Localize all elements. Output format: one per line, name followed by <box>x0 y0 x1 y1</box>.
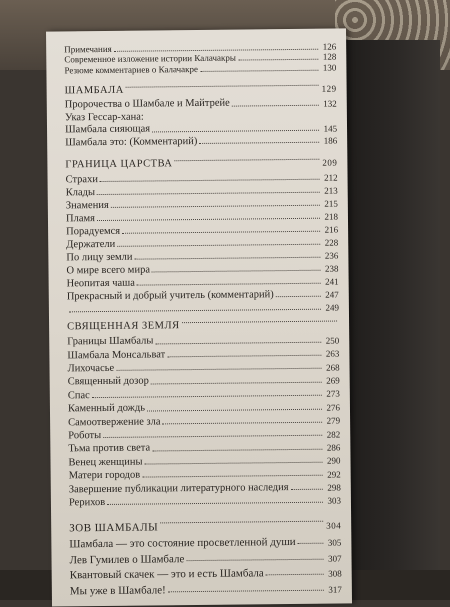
dot-leader <box>155 341 321 344</box>
toc-entry-page: 238 <box>324 263 339 274</box>
toc-entry-title: Каменный дождь <box>67 402 146 415</box>
dot-leader <box>117 244 320 247</box>
toc-entry-title: О мире всего мира <box>66 263 151 276</box>
toc-entry-title: Шамбала сияющая <box>64 123 151 136</box>
dot-leader <box>200 69 318 71</box>
toc-shambhala-section <box>65 83 338 148</box>
toc-entry-page: 216 <box>324 224 339 235</box>
dot-leader <box>291 489 323 490</box>
toc-entry-title: Священный дозор <box>67 375 149 388</box>
dot-leader <box>182 321 337 324</box>
toc-entry-page: 250 <box>325 335 340 346</box>
toc-entry-title: Тьма против света <box>68 442 151 455</box>
section-heading-page: 304 <box>326 520 342 531</box>
toc-entry-title: Завершение публикации литературного наследия <box>68 481 289 495</box>
dot-leader <box>174 159 319 162</box>
toc-entry-page: 317 <box>328 584 342 595</box>
dot-leader <box>168 589 324 592</box>
toc-entry-title: Резюме комментариев о Калачакре <box>64 63 199 75</box>
toc-entry-title: Пророчества о Шамбале и Майтрейе <box>64 97 230 111</box>
dot-leader <box>122 231 320 234</box>
dot-leader <box>107 502 323 505</box>
toc-entry-title: Клады <box>65 186 96 198</box>
toc-entry-page: 215 <box>324 198 338 209</box>
toc-entry-title: Лихочасье <box>67 362 115 375</box>
toc-entry <box>70 579 342 597</box>
toc-intro-section <box>64 41 336 75</box>
toc-entry-title: Пламя <box>65 212 95 224</box>
toc-entry-page: 247 <box>325 289 339 300</box>
section-heading-title: ГРАНИЦА ЦАРСТВА <box>65 158 173 171</box>
dot-leader <box>152 270 321 273</box>
dot-leader <box>163 422 323 425</box>
dot-leader <box>232 104 319 106</box>
toc-entry-page: 305 <box>327 537 342 549</box>
dot-leader <box>97 218 320 221</box>
toc-entry-title: Лев Гумилев о Шамбале <box>69 553 185 567</box>
toc-entry-page: 286 <box>326 442 341 453</box>
toc-entry-page: 307 <box>327 553 342 564</box>
dot-leader <box>167 355 321 358</box>
toc-entry-page: 308 <box>328 568 342 580</box>
dot-leader <box>116 368 321 371</box>
dot-leader <box>126 85 319 88</box>
dot-leader <box>276 296 321 297</box>
toc-entry-page: 130 <box>322 62 337 73</box>
toc-entry-page: 228 <box>324 237 339 248</box>
dot-leader <box>186 558 323 560</box>
dot-leader <box>199 142 319 144</box>
section-heading-title: СВЯЩЕННАЯ ЗЕМЛЯ <box>67 320 180 333</box>
toc-entry-page: 241 <box>325 276 339 287</box>
toc-entry-page: 249 <box>325 302 339 313</box>
toc-entry-page: 298 <box>327 482 341 493</box>
toc-entry-page: 213 <box>324 185 338 196</box>
toc-entry-page: 282 <box>326 429 341 440</box>
toc-entry-title: Неопитая чаша <box>66 277 135 289</box>
toc-entry-title: Знамения <box>65 199 109 211</box>
toc-entry-page: 212 <box>324 172 338 183</box>
toc-entry-page: 126 <box>322 41 337 52</box>
toc-entry-title: Примечания <box>64 43 112 54</box>
dot-leader <box>142 475 322 478</box>
toc-entry-page: 236 <box>324 250 339 261</box>
dot-leader <box>152 129 319 132</box>
table-of-contents <box>64 41 342 598</box>
toc-entry-page: 269 <box>326 375 340 386</box>
section-heading-title: ЗОВ ШАМБАЛЫ <box>69 521 159 535</box>
toc-entry-title: Венец женщины <box>68 456 143 469</box>
dot-leader <box>145 462 323 465</box>
toc-entry-title: Указ Гессар-хана: <box>64 111 144 123</box>
toc-entry-page: 263 <box>325 348 340 359</box>
toc-border-section <box>65 157 339 316</box>
toc-entry-title: Роботы <box>68 430 102 442</box>
dot-leader <box>147 408 322 411</box>
toc-entry-title: Спас <box>67 389 90 402</box>
section-heading-title: ШАМБАЛА <box>64 84 124 97</box>
dot-leader <box>103 435 322 438</box>
toc-entry-page: 290 <box>326 455 341 466</box>
dot-leader <box>135 257 321 260</box>
dot-leader <box>111 205 320 208</box>
toc-entry-title: Порадуемся <box>66 225 121 237</box>
toc-call-section <box>69 517 342 597</box>
toc-entry-page: 186 <box>323 135 338 146</box>
toc-entry-title: Шамбала это: (Комментарий) <box>65 135 198 148</box>
toc-entry-title: Границы Шамбалы <box>67 335 154 348</box>
toc-entry-title: Мы уже в Шамбале! <box>69 584 166 598</box>
dot-leader <box>97 192 320 195</box>
dot-leader <box>266 574 324 576</box>
toc-entry-page: 303 <box>327 495 341 507</box>
toc-entry-page: 292 <box>327 469 341 480</box>
section-heading-page: 209 <box>322 157 338 168</box>
toc-entry-page: 268 <box>325 362 340 373</box>
toc-entry-title: Квантовый скачек — это и есть Шамбала <box>69 567 264 582</box>
dot-leader <box>152 448 322 451</box>
toc-holy-land-section <box>67 319 341 509</box>
dot-leader <box>92 395 322 398</box>
dot-leader <box>100 179 320 182</box>
toc-entry-page: 276 <box>326 402 341 413</box>
toc-entry-title: Шамбала Монсальват <box>67 349 166 362</box>
dot-leader <box>160 520 323 523</box>
dot-leader <box>151 381 322 384</box>
toc-entry-title: Самоотвержение зла <box>68 416 161 428</box>
dot-leader <box>69 309 321 313</box>
toc-entry-page: 218 <box>324 211 339 222</box>
dot-leader <box>298 543 324 544</box>
section-heading-page: 129 <box>321 83 337 94</box>
toc-entry-page: 273 <box>326 388 340 399</box>
toc-entry-page: 145 <box>323 123 338 134</box>
toc-entry-title: Страхи <box>65 173 98 185</box>
toc-entry-title: Современное изложение истории Калачакры <box>64 52 236 65</box>
dot-leader <box>137 283 321 286</box>
toc-entry-title: По лицу земли <box>66 251 133 263</box>
toc-entry-page: 128 <box>322 51 337 62</box>
dot-leader <box>238 59 318 61</box>
toc-entry-title: Прекрасный и добрый учитель (комментарий) <box>66 288 274 302</box>
toc-entry-page: 132 <box>323 98 337 109</box>
toc-entry-title: Шамбала — это состояние просветленной души <box>69 536 296 551</box>
toc-entry-title: Рерихов <box>68 496 106 509</box>
toc-entry-page: 279 <box>326 415 341 426</box>
toc-entry-title: Матери городов <box>68 469 141 482</box>
toc-entry-title: Держатели <box>66 238 116 250</box>
book-page <box>46 28 352 606</box>
